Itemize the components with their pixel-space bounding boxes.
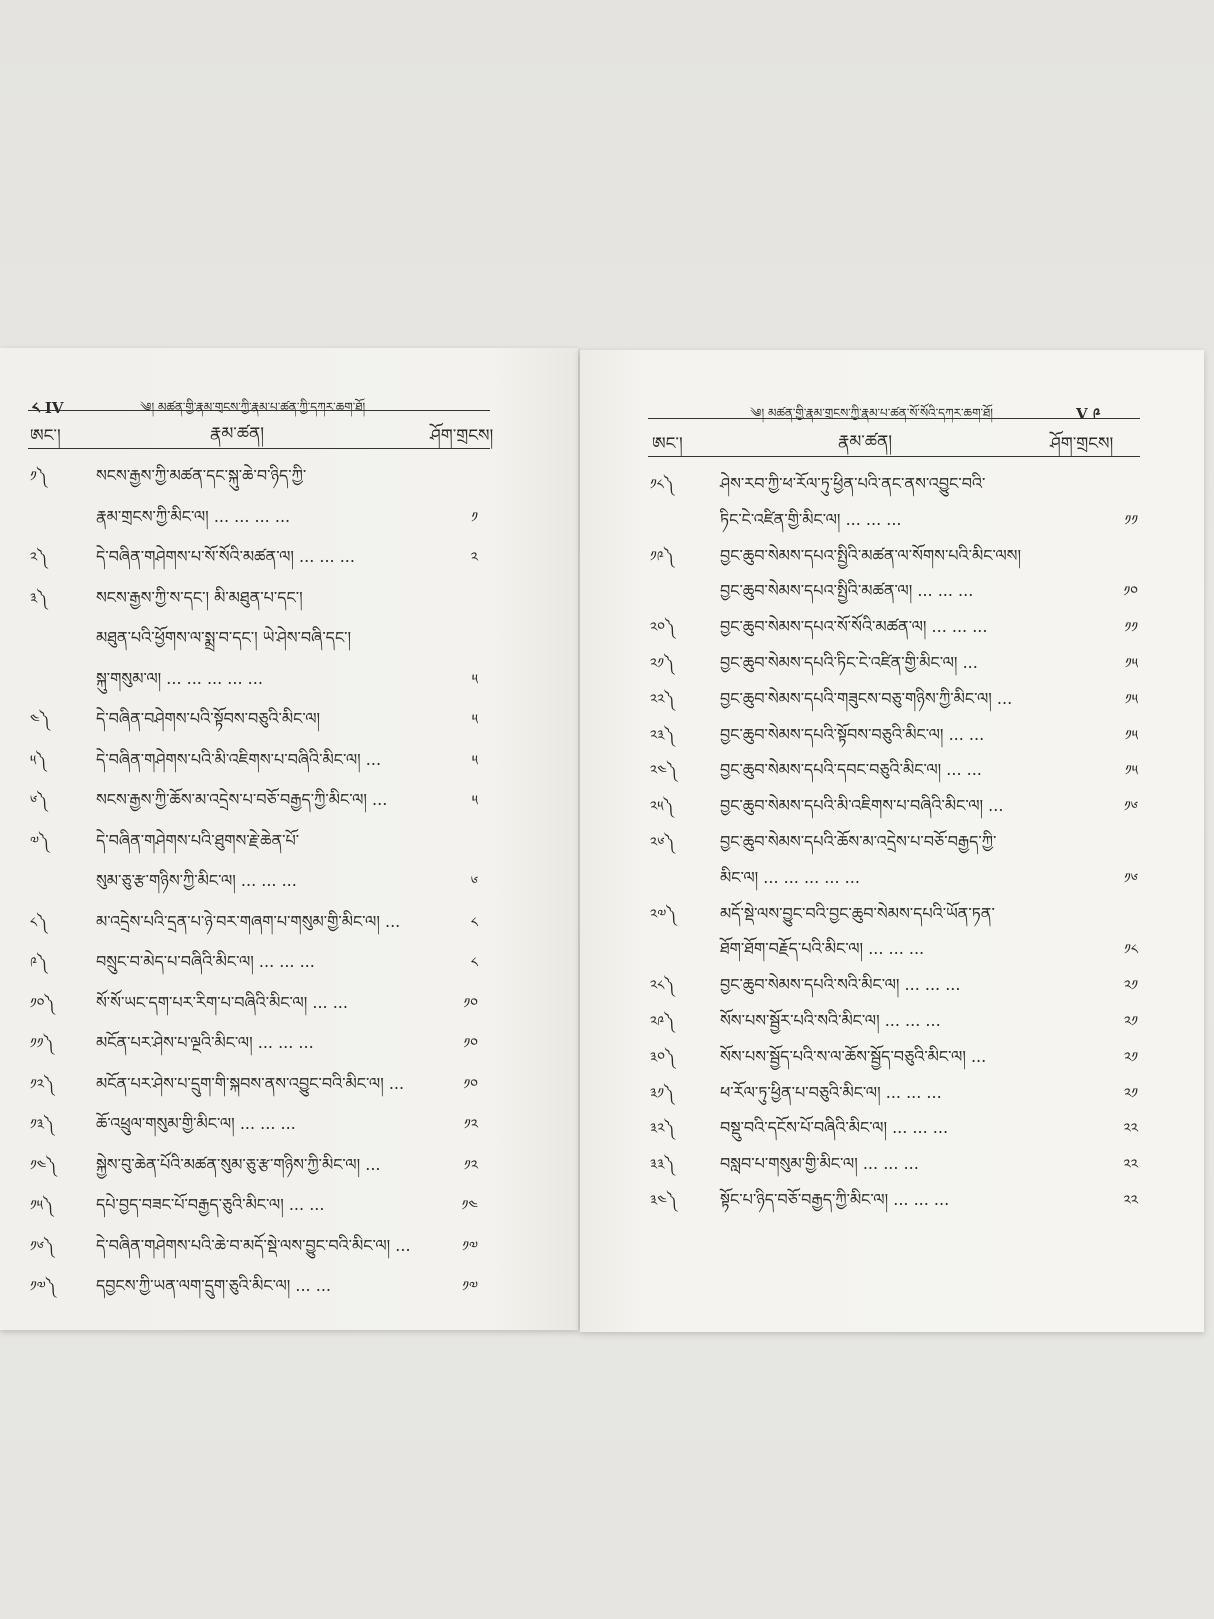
entry-number: ༣༣༽	[650, 1157, 675, 1174]
entry-number: ༢༽	[30, 550, 48, 566]
entry-title: མཐུན་པའི་ཕྱོགས་ལ་སྨྲ་བ་དང་། ཡེ་ཤེས་བཞི་དང་།	[96, 628, 352, 647]
entry-number: ༡༢༽	[30, 1076, 55, 1093]
entry-number: ༡༣༽	[30, 1117, 54, 1133]
toc-row	[0, 979, 578, 1019]
entry-page-number: ༡༧	[462, 1238, 478, 1255]
entry-title: བྱང་ཆུབ་སེམས་དཔའི་ཏིང་ངེ་འཛིན་གྱི་མིང་ལ། ...	[720, 653, 978, 672]
entry-title: བྱང་ཆུབ་སེམས་དཔའ་སྤྱིའི་མཚན་ལ་སོགས་པའི་མིང་ལས།	[720, 545, 1021, 565]
left-page-number: ༨ IV	[32, 399, 64, 417]
toc-row	[0, 1262, 578, 1302]
entry-number: ༢༨༽	[650, 978, 675, 995]
toc-row	[0, 938, 578, 978]
entry-title: དེ་བཞིན་གཤེགས་པ་སོ་སོའི་མཚན་ལ། ... ... ...	[96, 547, 355, 566]
entry-title: བྱང་ཆུབ་སེམས་དཔའ་སོ་སོའི་མཚན་ལ། ... ... ...	[720, 617, 988, 637]
toc-row	[580, 1033, 1204, 1073]
entry-page-number: ༢༡	[1123, 978, 1138, 995]
toc-row	[0, 655, 578, 695]
entry-page-number: ༡༠	[1123, 584, 1138, 601]
entry-number: ༡༦༽	[30, 1238, 54, 1255]
entry-page-number: ༡༠	[463, 995, 478, 1012]
entry-title: སངས་རྒྱས་ཀྱི་ས་དང་། མི་མཐུན་པ་དང་།	[96, 587, 303, 607]
entry-title: སུམ་ཅུ་རྩ་གཉིས་ཀྱི་མིང་ལ། ... ... ...	[96, 871, 297, 890]
right-running-head: ༄། མཚན་གྱི་རྣམ་གྲངས་ཀྱི་རྣམ་པ་ཚན་སོ་སོའི་དཀར་ཆག་ཐོ།	[750, 406, 993, 420]
entry-number: ༣༤༽	[650, 1193, 677, 1209]
entry-number: ༡༥༽	[30, 1198, 54, 1214]
entry-number: ༡༤༽	[30, 1157, 57, 1174]
entry-page-number: ༢༡	[1123, 1049, 1138, 1066]
entry-number: ༤༽	[30, 712, 50, 728]
entry-number: ༢༢༽	[650, 691, 675, 708]
entry-title: མ་འདྲེས་པའི་དྲན་པ་ཉེ་བར་གཞག་པ་གསུམ་གྱི་མིང་ལ། ...	[96, 911, 401, 931]
entry-title: མངོན་པར་ཤེས་པ་ལྔའི་མིང་ལ། ... ... ...	[96, 1033, 314, 1052]
entry-title: དཔེ་བྱད་བཟང་པོ་བརྒྱད་ཅུའི་མིང་ལ། ... ...	[96, 1195, 325, 1214]
entry-number: ༡༩༽	[650, 548, 674, 565]
entry-page-number: ༡༨	[1124, 942, 1138, 959]
column-header-rule	[648, 456, 1140, 457]
entry-number: ༢༠༽	[650, 620, 675, 637]
entry-title: བྱང་ཆུབ་སེམས་དཔའི་གཟུངས་བཅུ་གཉིས་ཀྱི་མིང་ལ། ...	[720, 688, 1013, 708]
entry-title: སངས་རྒྱས་ཀྱི་ཆོས་མ་འདྲེས་པ་བཅོ་བརྒྱད་ཀྱི་མིང་ལ། ...	[96, 790, 388, 809]
entry-title: མངོན་པར་ཤེས་པ་དྲུག་གི་སྐབས་ནས་འབྱུང་བའི་མིང་ལ། ...	[96, 1073, 405, 1093]
entry-page-number: ༢༢	[1123, 1193, 1138, 1209]
entry-number: ༢༡༽	[650, 656, 675, 672]
toc-row	[0, 1019, 578, 1059]
entry-title: ཆོ་འཕྲུལ་གསུམ་གྱི་མིང་ལ། ... ... ...	[96, 1114, 296, 1133]
entry-number: ༢༦༽	[650, 835, 675, 851]
toc-row	[0, 1181, 578, 1221]
entry-number: ༡༨༽	[650, 477, 674, 493]
entry-title: དེ་བཞིན་གཤེགས་པའི་ཐུགས་རྗེ་ཆེན་པོ་	[96, 830, 300, 850]
entry-page-number: ༡༤	[461, 1198, 478, 1214]
entry-page-number: ༡༦	[1124, 870, 1138, 887]
entry-number: ༣༠༽	[650, 1049, 675, 1066]
toc-row	[580, 1104, 1204, 1144]
toc-row	[0, 817, 578, 857]
entry-page-number: ༨	[470, 955, 478, 971]
entry-title: སྐྱེས་བུ་ཆེན་པོའི་མཚན་སུམ་ཅུ་རྩ་གཉིས་ཀྱི་མིང་ལ། ...	[96, 1154, 381, 1174]
entry-title: བྱང་ཆུབ་སེམས་དཔའི་སྟོབས་བཅུའི་མིང་ལ། ... ...	[720, 724, 985, 744]
toc-row	[580, 818, 1204, 858]
entry-title: སོ་སོ་ཡང་དག་པར་རིག་པ་བཞིའི་མིང་ལ། ... ...	[96, 992, 348, 1012]
toc-row	[580, 603, 1204, 643]
toc-row	[0, 1141, 578, 1181]
entry-title: བྱང་ཆུབ་སེམས་དཔའ་སྤྱིའི་མཚན་ལ། ... ... ...	[720, 581, 974, 601]
entry-title: དབྱངས་ཀྱི་ཡན་ལག་དྲུག་ཅུའི་མིང་ལ། ... ...	[96, 1276, 331, 1295]
column-title-header: རྣམ་ཚན།	[838, 432, 893, 452]
toc-row	[580, 567, 1204, 607]
entry-page-number: ༨	[470, 914, 478, 931]
entry-title: བྱང་ཆུབ་སེམས་དཔའི་དབང་བཅུའི་མིང་ལ། ... ...	[720, 760, 982, 780]
entry-page-number: ༡༡	[1124, 620, 1138, 637]
column-number-header: ཨང་།	[30, 426, 61, 446]
entry-page-number: ༡༠	[463, 1036, 478, 1052]
entry-title: སངས་རྒྱས་ཀྱི་མཚན་དང་སྐུ་ཆེ་བ་ཉིད་ཀྱི་	[96, 466, 307, 485]
column-header-rule	[28, 448, 490, 449]
toc-row	[0, 857, 578, 897]
entry-page-number: ༢༡	[1123, 1014, 1138, 1030]
entry-page-number: ༡༠	[463, 1076, 478, 1093]
column-page-header: ཤོག་གྲངས།	[430, 426, 494, 446]
toc-row	[580, 460, 1204, 500]
right-page-number: V ༩	[1076, 405, 1101, 423]
entry-number: ༧༽	[30, 833, 49, 850]
toc-row	[0, 493, 578, 533]
left-running-head: ༄། མཚན་གྱི་རྣམ་གྲངས་ཀྱི་རྣམ་པ་ཚན་ཀྱི་དཀར་ཆག་ཐོ།	[140, 400, 366, 414]
entry-page-number: ༥	[471, 712, 478, 728]
toc-row	[0, 736, 578, 776]
entry-number: ༨༽	[30, 914, 48, 931]
toc-row	[0, 1222, 578, 1262]
entry-title: དེ་བཞིན་བཤེགས་པའི་སྟོབས་བཅུའི་མིང་ལ།	[96, 709, 321, 728]
entry-page-number: ༢	[470, 550, 478, 566]
entry-page-number: ༡༥	[1124, 763, 1138, 780]
entry-title: མདོ་སྡེ་ལས་བྱུང་བའི་བྱང་ཆུབ་སེམས་དཔའི་ཡོན་ཏན་	[720, 903, 995, 923]
toc-row	[0, 776, 578, 816]
toc-row	[580, 854, 1204, 894]
entry-page-number: ༥	[471, 752, 478, 769]
entry-number: ༦༽	[30, 793, 48, 809]
entry-title: དེ་བཞིན་གཤེགས་པའི་ཆེ་བ་མདོ་སྡེ་ལས་བྱུང་བའི་མིང་ལ། ...	[96, 1235, 411, 1255]
entry-title: བསླབ་པ་གསུམ་གྱི་མིང་ལ། ... ... ...	[720, 1154, 919, 1174]
toc-row	[580, 997, 1204, 1037]
entry-title: མིང་ལ། ... ... ... ... ...	[720, 867, 860, 887]
toc-row	[580, 532, 1204, 572]
entry-page-number: ༢༢	[1123, 1121, 1138, 1138]
entry-number: ༢༧༽	[650, 906, 677, 923]
column-number-header: ཨང་།	[652, 434, 683, 454]
entry-title: བསྡུ་བའི་དངོས་པོ་བཞིའི་མིང་ལ། ... ... ...	[720, 1118, 949, 1138]
entry-page-number: ༡༢	[463, 1157, 478, 1174]
toc-row	[580, 675, 1204, 715]
entry-page-number: ༡༦	[1124, 799, 1138, 816]
toc-row	[580, 1176, 1204, 1216]
entry-page-number: ༡༥	[1124, 727, 1138, 744]
entry-page-number: ༥	[471, 793, 478, 809]
toc-row	[580, 496, 1204, 536]
entry-number: ༡༠༽	[30, 995, 55, 1012]
entry-number: ༢༥༽	[650, 799, 674, 816]
entry-number: ༡༽	[30, 469, 47, 485]
header-rule	[28, 410, 490, 411]
entry-title: ཐོག་ཐོག་བརྗོད་པའི་མིང་ལ། ... ... ...	[720, 939, 925, 959]
entry-number: ༢༣༽	[650, 727, 675, 744]
entry-page-number: ༢༢	[1123, 1157, 1138, 1174]
toc-row	[580, 1140, 1204, 1180]
toc-row	[580, 782, 1204, 822]
entry-page-number: ༡	[471, 509, 478, 526]
entry-number: ༣༡༽	[650, 1085, 674, 1102]
entry-title: དེ་བཞིན་གཤེགས་པའི་མི་འཇིགས་པ་བཞིའི་མིང་ལ། ...	[96, 749, 382, 769]
toc-row	[0, 695, 578, 735]
toc-row	[580, 961, 1204, 1001]
toc-row	[0, 898, 578, 938]
header-rule	[648, 418, 1140, 419]
toc-row	[580, 1069, 1204, 1109]
entry-number: ༢༩༽	[650, 1014, 675, 1030]
entry-page-number: ༡༥	[1124, 691, 1138, 708]
entry-page-number: ༡༧	[462, 1279, 478, 1295]
left-page	[0, 348, 578, 1330]
entry-number: ༡༡༽	[30, 1036, 54, 1052]
entry-number: ༡༧༽	[30, 1279, 56, 1295]
entry-number: ༩༽	[30, 955, 48, 971]
toc-row	[580, 639, 1204, 679]
toc-row	[0, 614, 578, 654]
entry-title: ཏིང་ངེ་འཛིན་གྱི་མིང་ལ། ... ... ...	[720, 509, 902, 529]
entry-title: བྱང་ཆུབ་སེམས་དཔའི་མི་འཇིགས་པ་བཞིའི་མིང་ལ། ...	[720, 796, 1004, 816]
entry-number: ༣༽	[30, 590, 48, 607]
toc-row	[580, 711, 1204, 751]
toc-row	[0, 574, 578, 614]
entry-page-number: ༥	[471, 671, 478, 688]
entry-title: སོས་པས་སྦྱོད་པའི་ས་ལ་ཆོས་སྦྱོད་བཅུའི་མིང་ལ། ...	[720, 1046, 987, 1066]
right-page	[580, 350, 1204, 1332]
entry-title: རྣམ་གྲངས་ཀྱི་མིང་ལ། ... ... ... ...	[96, 506, 291, 526]
entry-page-number: ༡༡	[1124, 512, 1138, 529]
entry-title: ཤེས་རབ་ཀྱི་ཕ་རོལ་ཏུ་ཕྱིན་པའི་ནང་ནས་འབྱུང་བའི་	[720, 474, 986, 493]
entry-title: བྱང་ཆུབ་སེམས་དཔའི་ཆོས་མ་འདྲེས་པ་བཅོ་བརྒྱད་ཀྱི་	[720, 832, 997, 851]
entry-title: བསྲུང་བ་མེད་པ་བཞིའི་མིང་ལ། ... ... ...	[96, 952, 315, 971]
entry-page-number: ༢༡	[1123, 1085, 1138, 1102]
entry-number: ༢༤༽	[650, 763, 677, 780]
toc-row	[0, 1100, 578, 1140]
entry-title: སྐུ་གསུམ་ལ། ... ... ... ... ...	[96, 668, 263, 688]
column-page-header: ཤོག་གྲངས།	[1050, 434, 1114, 454]
entry-title: བྱང་ཆུབ་སེམས་དཔའི་སའི་མིང་ལ། ... ... ...	[720, 975, 961, 995]
entry-title: སྟོང་པ་ཉིད་བཅོ་བརྒྱད་ཀྱི་མིང་ལ། ... ... ...	[720, 1190, 950, 1209]
entry-number: ༣༢༽	[650, 1121, 675, 1138]
toc-row	[580, 890, 1204, 930]
entry-title: ཕ་རོལ་ཏུ་ཕྱིན་པ་བཅུའི་མིང་ལ། ... ... ...	[720, 1082, 942, 1102]
entry-page-number: ༦	[470, 874, 478, 890]
toc-row	[580, 746, 1204, 786]
entry-number: ༥༽	[30, 752, 47, 769]
entry-title: སོས་པས་སྦྱོར་པའི་སའི་མིང་ལ། ... ... ...	[720, 1011, 941, 1030]
toc-row	[0, 1060, 578, 1100]
toc-row	[580, 925, 1204, 965]
toc-row	[0, 452, 578, 492]
toc-row	[0, 533, 578, 573]
column-title-header: རྣམ་ཚན།	[210, 424, 265, 444]
entry-page-number: ༡༥	[1124, 656, 1138, 672]
entry-page-number: ༡༢	[463, 1117, 478, 1133]
